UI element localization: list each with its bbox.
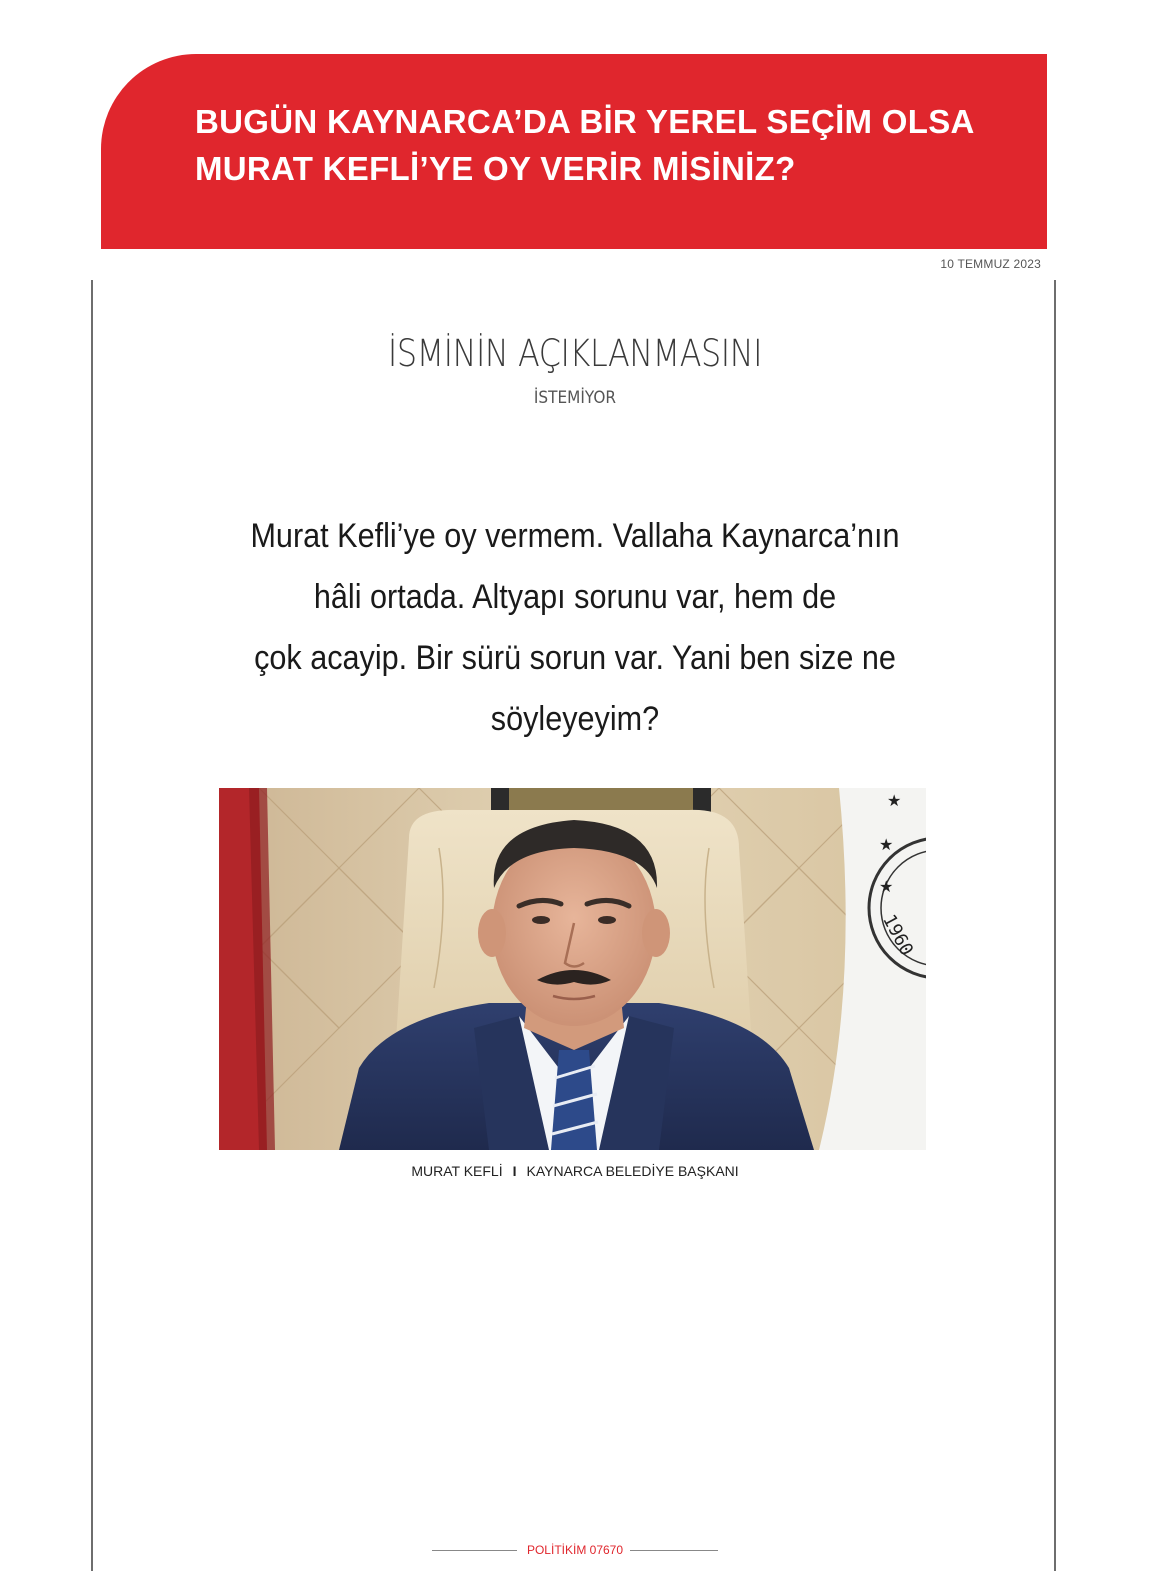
caption-name: MURAT KEFLİ	[411, 1163, 503, 1179]
publish-date: 10 TEMMUZ 2023	[940, 257, 1041, 271]
svg-text:★: ★	[879, 835, 894, 854]
quote-line-3: çok acayip. Bir sürü sorun var. Yani ben size ne	[254, 639, 896, 677]
footer-label: POLİTİKİM 07670	[526, 1543, 624, 1557]
seal-year: 1960	[878, 911, 918, 960]
photo-caption	[0, 1163, 1150, 1179]
quote-text	[200, 506, 950, 750]
svg-text:★: ★	[879, 877, 894, 896]
quote-line-4: söyleyeyim?	[490, 700, 660, 738]
respondent-subtitle: İSTEMİYOR	[533, 388, 617, 408]
svg-text:★: ★	[887, 791, 902, 810]
quote-line-1: Murat Kefli’ye oy vermem. Vallaha Kaynarca’nın	[250, 517, 900, 555]
headline	[195, 98, 1035, 192]
mayor-photo	[219, 788, 926, 1150]
caption-role: KAYNARCA BELEDİYE BAŞKANI	[526, 1163, 739, 1179]
caption-separator: I	[512, 1163, 517, 1179]
quote-line-2: hâli ortada. Altyapı sorunu var, hem de	[313, 578, 837, 616]
respondent-title: İSMİNİN AÇIKLANMASINI	[387, 332, 763, 375]
mayor-photo-illustration	[219, 788, 926, 1150]
headline-line-1: BUGÜN KAYNARCA’DA BİR YEREL SEÇİM OLSA	[195, 103, 975, 140]
frame-left-border	[91, 280, 93, 1571]
frame-right-border	[1054, 280, 1056, 1571]
headline-line-2: MURAT KEFLİ’YE OY VERİR MİSİNİZ?	[195, 150, 796, 187]
